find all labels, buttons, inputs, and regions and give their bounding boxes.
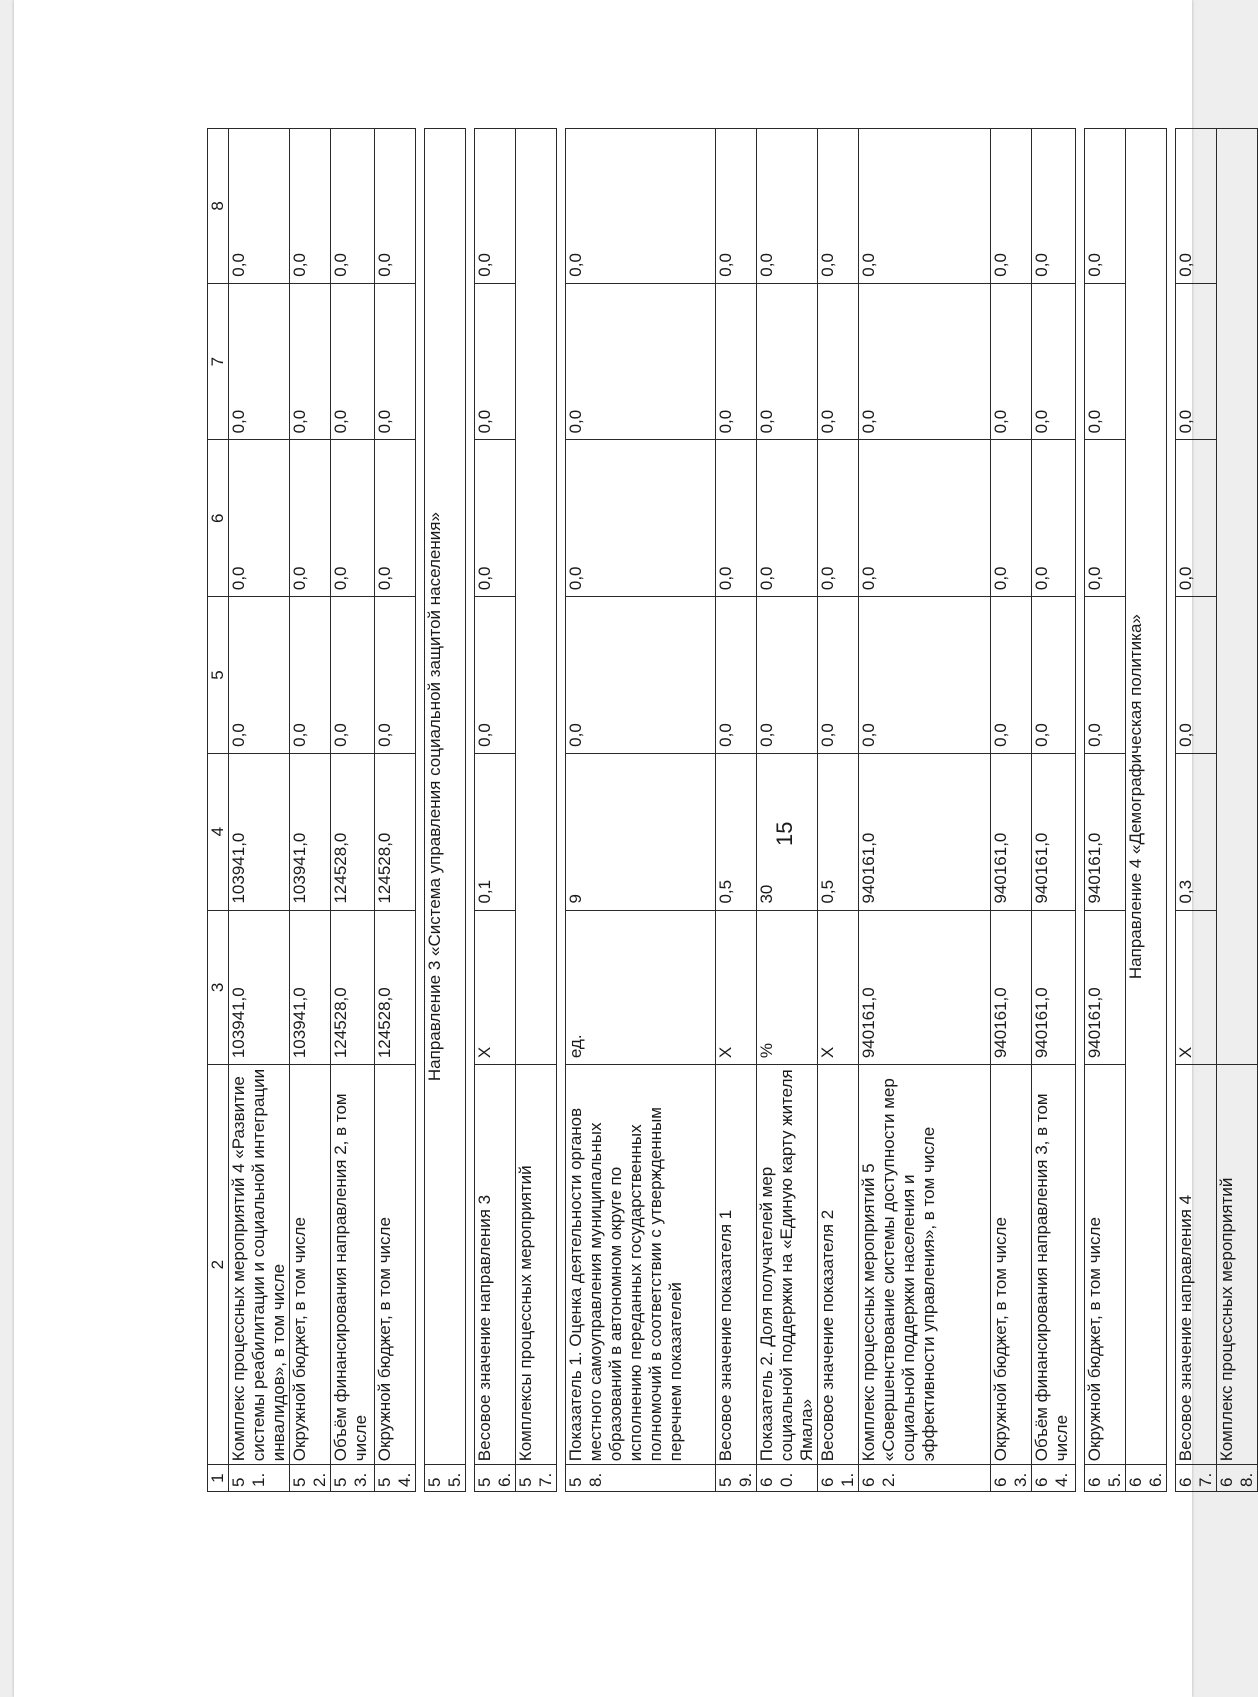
table-cell: Комплекс процессных мероприятий xyxy=(1217,1065,1258,1465)
table-cell: 0,0 xyxy=(1085,283,1126,440)
table-cell: Весовое значение направления 3 xyxy=(475,1065,516,1465)
table-cell: 60. xyxy=(757,1465,818,1492)
table-cell: 0,0 xyxy=(566,283,716,440)
table-row xyxy=(757,129,818,1492)
table-cell: 59. xyxy=(716,1465,757,1492)
table-cell: 0,5 xyxy=(716,753,757,910)
table-cell: 58. xyxy=(566,1465,716,1492)
table-cell: 0,0 xyxy=(290,597,331,754)
table-cell: 51. xyxy=(229,1465,290,1492)
header-row xyxy=(208,129,229,1492)
table-row xyxy=(229,129,290,1492)
table-cell: 0,0 xyxy=(331,597,375,754)
header-cell: 8 xyxy=(208,129,229,284)
table-cell: 0,0 xyxy=(757,129,818,284)
table-cell: 103941,0 xyxy=(229,753,290,910)
table-cell: 124528,0 xyxy=(375,910,416,1065)
table-cell: 0,0 xyxy=(1176,597,1217,754)
table-cell: 0,0 xyxy=(991,597,1032,754)
table-cell: X xyxy=(716,910,757,1065)
table-row xyxy=(375,129,416,1492)
table-cell: 0,0 xyxy=(475,440,516,597)
table-cell: Весовое значение показателя 1 xyxy=(716,1065,757,1465)
table-cell: 0,0 xyxy=(1085,440,1126,597)
table-cell: Направление 4 «Демографическая политика» xyxy=(1126,129,1167,1465)
table-cell: Комплекс процессных мероприятий 5 «Совершенствование системы доступности мер социальной поддержки населения и эффективности управления», в том числе xyxy=(859,1065,991,1465)
data-table xyxy=(207,128,1258,1492)
table-cell: 0,0 xyxy=(331,283,375,440)
table-cell: Окружной бюджет, в том числе xyxy=(1085,1065,1126,1465)
table-row xyxy=(1126,129,1167,1492)
table-cell: 0,3 xyxy=(1176,753,1217,910)
table-cell: 0,0 xyxy=(818,440,859,597)
table-cell: 0,0 xyxy=(229,597,290,754)
table-cell: 940161,0 xyxy=(1032,910,1076,1065)
table-cell: % xyxy=(757,910,818,1065)
spacer-cell xyxy=(557,129,566,1492)
header-cell: 6 xyxy=(208,440,229,597)
table-cell: 0,0 xyxy=(375,597,416,754)
table-cell: 0,0 xyxy=(859,440,991,597)
table-cell: 53. xyxy=(331,1465,375,1492)
table-cell: 940161,0 xyxy=(1085,910,1126,1065)
table-cell: 0,0 xyxy=(1085,597,1126,754)
table-row xyxy=(1217,129,1258,1492)
table-cell: 940161,0 xyxy=(859,910,991,1065)
table-cell: 0,0 xyxy=(290,440,331,597)
table-row xyxy=(859,129,991,1492)
table-cell: 57. xyxy=(516,1465,557,1492)
table-cell: 0,0 xyxy=(859,283,991,440)
table-cell: 52. xyxy=(290,1465,331,1492)
table-cell: Окружной бюджет, в том числе xyxy=(991,1065,1032,1465)
table-cell: 940161,0 xyxy=(1032,753,1076,910)
header-cell: 1 xyxy=(208,1465,229,1492)
table-row xyxy=(331,129,375,1492)
page-number: 15 xyxy=(772,821,797,846)
table-cell xyxy=(1217,129,1258,1065)
table-cell xyxy=(516,129,557,1065)
table-cell: 0,0 xyxy=(331,129,375,284)
table-cell: 0,0 xyxy=(566,597,716,754)
table-cell: 0,0 xyxy=(1032,283,1076,440)
table-cell: 0,0 xyxy=(229,440,290,597)
table-cell: 0,5 xyxy=(818,753,859,910)
table-row xyxy=(716,129,757,1492)
table-cell: 55. xyxy=(425,1465,466,1492)
table-cell: 103941,0 xyxy=(290,910,331,1065)
table-cell: 940161,0 xyxy=(859,753,991,910)
spacer-cell xyxy=(1167,129,1176,1492)
table-cell: 68. xyxy=(1217,1465,1258,1492)
table-row xyxy=(290,129,331,1492)
table-row xyxy=(475,129,516,1492)
table-cell: 0,0 xyxy=(375,129,416,284)
table-cell: 0,0 xyxy=(859,597,991,754)
spacer-cell xyxy=(416,129,425,1492)
table-cell: 67. xyxy=(1176,1465,1217,1492)
header-cell: 5 xyxy=(208,597,229,754)
table-cell: 103941,0 xyxy=(290,753,331,910)
table-cell: 0,0 xyxy=(757,283,818,440)
table-row xyxy=(818,129,859,1492)
table-cell: 0,0 xyxy=(818,597,859,754)
table-cell: 0,0 xyxy=(716,440,757,597)
table-cell: Показатель 2. Доля получателей мер социальной поддержки на «Единую карту жителя Ямала» xyxy=(757,1065,818,1465)
table-cell: 0,0 xyxy=(757,440,818,597)
table-cell: 0,0 xyxy=(375,283,416,440)
row-spacer xyxy=(1167,129,1176,1492)
table-cell: 0,0 xyxy=(1176,440,1217,597)
table-cell: X xyxy=(818,910,859,1065)
header-cell: 2 xyxy=(208,1065,229,1465)
table-cell: 0,0 xyxy=(566,129,716,284)
table-cell: Объём финансирования направления 2, в том числе xyxy=(331,1065,375,1465)
table-cell: 0,0 xyxy=(331,440,375,597)
table-cell: 0,0 xyxy=(1176,129,1217,284)
table-cell: 30 xyxy=(757,753,818,910)
table-cell: 9 xyxy=(566,753,716,910)
table-body xyxy=(208,129,1258,1492)
row-spacer xyxy=(1076,129,1085,1492)
table-cell: X xyxy=(475,910,516,1065)
table-cell: 62. xyxy=(859,1465,991,1492)
table-cell: Объём финансирования направления 3, в том числе xyxy=(1032,1065,1076,1465)
table-cell: 0,0 xyxy=(1032,440,1076,597)
table-cell: Показатель 1. Оценка деятельности органов местного самоуправления муниципальных образований в автономном округе по исполнению переданных государственных полномочий в соответствии с утвержденным перечнем показателей xyxy=(566,1065,716,1465)
table-cell: 0,0 xyxy=(375,440,416,597)
table-cell: 66. xyxy=(1126,1465,1167,1492)
spacer-cell xyxy=(1076,129,1085,1492)
table-cell: 0,0 xyxy=(716,597,757,754)
table-cell: 0,1 xyxy=(475,753,516,910)
table-cell: 940161,0 xyxy=(1085,753,1126,910)
table-cell: Весовое значение направления 4 xyxy=(1176,1065,1217,1465)
table-cell: 65. xyxy=(1085,1465,1126,1492)
table-cell: 0,0 xyxy=(818,283,859,440)
table-cell: 0,0 xyxy=(818,129,859,284)
table-cell: 0,0 xyxy=(991,129,1032,284)
table-cell: 63. xyxy=(991,1465,1032,1492)
table-row xyxy=(1176,129,1217,1492)
table-cell: 0,0 xyxy=(566,440,716,597)
table-cell: 56. xyxy=(475,1465,516,1492)
table-cell: 0,0 xyxy=(475,597,516,754)
table-cell: Комплекс процессных мероприятий 4 «Развитие системы реабилитации и социальной интеграции инвалидов», в том числе xyxy=(229,1065,290,1465)
table-cell: 0,0 xyxy=(991,440,1032,597)
row-spacer xyxy=(416,129,425,1492)
table-cell: 0,0 xyxy=(1032,597,1076,754)
header-cell: 3 xyxy=(208,910,229,1065)
table-cell: 0,0 xyxy=(290,283,331,440)
table-cell: Окружной бюджет, в том числе xyxy=(290,1065,331,1465)
table-cell: 124528,0 xyxy=(375,753,416,910)
table-cell: 0,0 xyxy=(290,129,331,284)
table-row xyxy=(425,129,466,1492)
table-cell: Комплексы процессных мероприятий xyxy=(516,1065,557,1465)
table-cell: 940161,0 xyxy=(991,910,1032,1065)
table-cell: 0,0 xyxy=(229,129,290,284)
table-cell: 103941,0 xyxy=(229,910,290,1065)
table-row xyxy=(991,129,1032,1492)
header-cell: 7 xyxy=(208,283,229,440)
table-row xyxy=(1032,129,1076,1492)
table-row xyxy=(516,129,557,1492)
table-cell: 0,0 xyxy=(475,129,516,284)
spacer-cell xyxy=(466,129,475,1492)
row-spacer xyxy=(557,129,566,1492)
rotated-table-frame xyxy=(207,128,1256,1492)
table-cell: 0,0 xyxy=(1032,129,1076,284)
table-cell: 54. xyxy=(375,1465,416,1492)
table-cell: 0,0 xyxy=(229,283,290,440)
table-cell: Окружной бюджет, в том числе xyxy=(375,1065,416,1465)
table-cell: Направление 3 «Система управления социальной защитой населения» xyxy=(425,129,466,1465)
table-cell: 0,0 xyxy=(716,283,757,440)
table-cell: 940161,0 xyxy=(991,753,1032,910)
table-cell: 0,0 xyxy=(716,129,757,284)
table-cell: 0,0 xyxy=(757,597,818,754)
table-cell: X xyxy=(1176,910,1217,1065)
table-cell: 0,0 xyxy=(475,283,516,440)
table-cell: 0,0 xyxy=(1176,283,1217,440)
table-row xyxy=(566,129,716,1492)
table-cell: 124528,0 xyxy=(331,910,375,1065)
table-cell: 124528,0 xyxy=(331,753,375,910)
table-cell: Весовое значение показателя 2 xyxy=(818,1065,859,1465)
table-cell: 0,0 xyxy=(859,129,991,284)
table-cell: 64. xyxy=(1032,1465,1076,1492)
row-spacer xyxy=(466,129,475,1492)
table-cell: 0,0 xyxy=(1085,129,1126,284)
table-cell: ед. xyxy=(566,910,716,1065)
header-cell: 4 xyxy=(208,753,229,910)
table-cell: 61. xyxy=(818,1465,859,1492)
table-row xyxy=(1085,129,1126,1492)
document-page xyxy=(14,0,1256,1697)
table-cell: 0,0 xyxy=(991,283,1032,440)
